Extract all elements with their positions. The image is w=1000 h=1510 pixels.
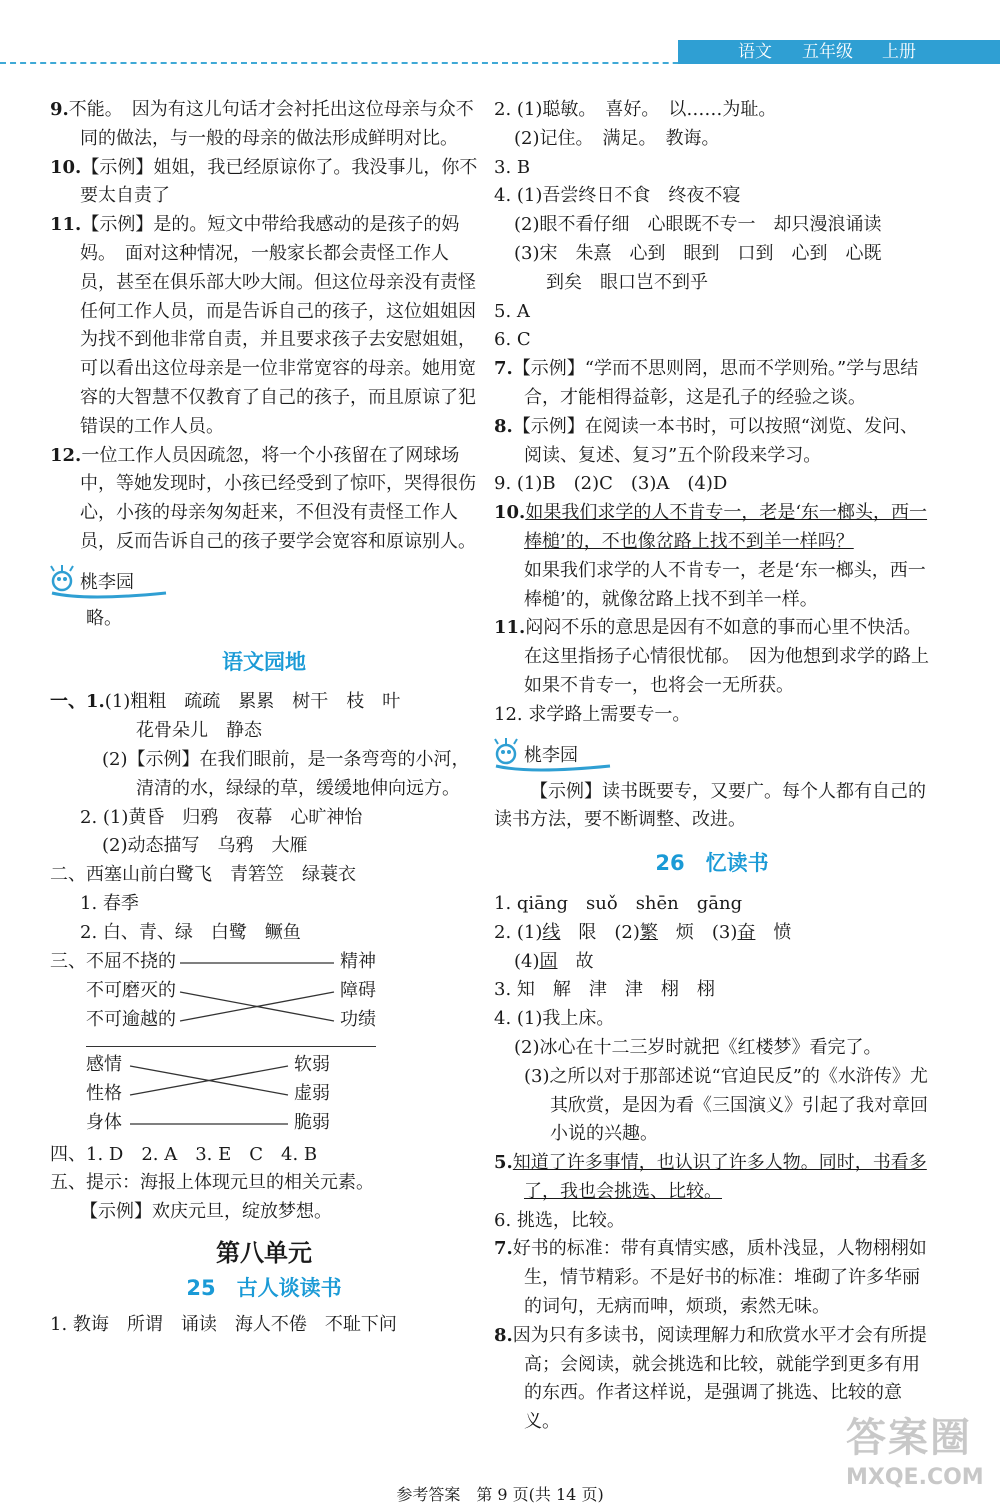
answer-r10-rest: 如果我们求学的人不肯专一，老是‘东一榔头，西一棒槌’的，就像岔路上找不到羊一样。 bbox=[524, 559, 926, 610]
answer-11: 11.【示例】是的。短文中带给我感动的是孩子的妈妈。 面对这种情况，一般家长都会责怪工作人员，甚至在俱乐部大吵大闹。但这位母亲没有责怪任何工作人员，而是告诉自己的孩子，这位姐姐因为找不到他非常自责，并且要求孩子去安慰姐姐，可以看出这位母亲是一位非常宽容的母亲。她用宽容的大智慧不仅教育了自己的孩子，而且原谅了犯错误的工作人员。 bbox=[50, 214, 476, 437]
header-subject: 语文 bbox=[738, 42, 772, 62]
header-tab bbox=[678, 40, 1000, 64]
section-title-yuwen-yuandi: 语文园地 bbox=[222, 649, 306, 674]
answer-26-4b: (2)冰心在十二三岁时就把《红楼梦》看完了。 bbox=[514, 1036, 882, 1058]
matching-exercise-a: 三、 不屈不挠的 不可磨灭的 不可逾越的 精神 障碍 功绩 bbox=[50, 948, 478, 1038]
page-footer: 参考答案 第 9 页(共 14 页) bbox=[396, 1485, 604, 1504]
right-column bbox=[494, 96, 930, 1437]
answer-r12: 12. 求学路上需要专一。 bbox=[494, 703, 691, 725]
matching-exercise-b: 感情 性格 身体 软弱 虚弱 脆弱 bbox=[50, 1051, 478, 1141]
answer-26-6: 6. 挑选，比较。 bbox=[494, 1209, 625, 1231]
answer-26-3: 3. 知 解 津 津 栩 栩 bbox=[494, 979, 715, 1001]
unit-title: 第八单元 bbox=[216, 1237, 312, 1267]
section-5-hint: 五、提示：海报上体现元旦的相关元素。 bbox=[50, 1172, 374, 1194]
answer-r5: 5. A bbox=[494, 300, 530, 322]
answer-r4b: (2)眼不看仔细 心眼既不专一 却只漫浪诵读 bbox=[514, 214, 882, 236]
answer-26-5: 5.知道了许多事情，也认识了许多人物。同时，书看多了，我也会挑选、比较。 bbox=[494, 1152, 927, 1202]
answer-r4d: 到矣 眼口岂不到乎 bbox=[546, 271, 708, 293]
answer-26-2b: (4)固 故 bbox=[514, 950, 594, 972]
matching-lines-b bbox=[50, 1051, 478, 1141]
taoliyuan-text-right: 【示例】读书既要专，又要广。每个人都有自己的读书方法，要不断调整、改进。 bbox=[494, 780, 926, 831]
taoliyuan-badge bbox=[46, 563, 478, 605]
answer-r7: 7.【示例】“学而不思则罔，思而不学则殆。”学与思结合，才能相得益彰，这是孔子的经验之谈。 bbox=[494, 358, 919, 408]
lesson-25-answer-1: 1. 教诲 所谓 诵读 海人不倦 不耻下问 bbox=[50, 1313, 397, 1335]
answer-26-4a: 4. (1)我上床。 bbox=[494, 1008, 615, 1030]
answer-r11: 11.闷闷不乐的意思是因有不如意的事而心里不快活。在这里指扬子心情很忧郁。 因为他想到求学的路上如果不肯专一，也将会一无所获。 bbox=[494, 617, 929, 696]
answer-r4c: (3)宋 朱熹 心到 眼到 口到 心到 心既 bbox=[514, 242, 882, 264]
matching-lines-a bbox=[50, 948, 478, 1038]
header-volume: 上册 bbox=[882, 42, 916, 62]
section-1: 一、1.(1)粗粗 疏疏 累累 树干 枝 叶 花骨朵儿 静态 (2)【示例】在我们眼前，是一条弯弯的小河， 清清的水，绿绿的草，缓缓地伸向远方。 2. (1)黄昏 归鸦 夜幕 心旷神怡 (2)动态描写 乌鸦 大雁 bbox=[50, 691, 470, 857]
section-2: 二、西塞山前白鹭飞 青箬笠 绿蓑衣 1. 春季 2. 白、青、绿 白鹭 鳜鱼 bbox=[50, 864, 356, 943]
separator-line bbox=[86, 1046, 376, 1047]
lesson-25-title: 25 古人谈读书 bbox=[186, 1275, 342, 1300]
answer-26-2a: 2. (1)线 限 (2)繁 烦 (3)奋 愤 bbox=[494, 921, 792, 943]
lesson-26-title: 26 忆读书 bbox=[655, 851, 769, 876]
answer-r9: 9. (1)B (2)C (3)A (4)D bbox=[494, 473, 728, 495]
answer-r10: 10.如果我们求学的人不肯专一，老是‘东一榔头，西一棒槌’的，不也像岔路上找不到羊一样吗？ bbox=[494, 502, 928, 552]
section-4: 四、1. D 2. A 3. E C 4. B bbox=[50, 1143, 318, 1165]
answer-26-4c: (3)之所以对于那部述说“官迫民反”的《水浒传》尤其欣赏，是因为看《三国演义》引起了我对章回小说的兴趣。 bbox=[524, 1065, 928, 1145]
answer-10: 10.【示例】姐姐，我已经原谅你了。我没事儿，你不要太自责了 bbox=[50, 156, 478, 207]
watermark-logo: 答案圈 MXQE.COM bbox=[846, 1415, 984, 1490]
taoliyuan-label: 桃李园 bbox=[524, 744, 578, 766]
answer-r2b: (2)记住。 满足。 教诲。 bbox=[514, 127, 720, 149]
answer-12: 12.一位工作人员因疏忽，将一个小孩留在了网球场中，等她发现时，小孩已经受到了惊吓，哭得很伤心，小孩的母亲匆匆赶来，不但没有责怪工作人员，反而告诉自己的孩子要学会宽容和原谅别人。 bbox=[50, 444, 476, 552]
header-grade: 五年级 bbox=[802, 42, 853, 62]
answer-26-8: 8.因为只有多读书，阅读理解力和欣赏水平才会有所提高；会阅读，就会挑选和比较，就能学到更多有用的东西。作者这样说，是强调了挑选、比较的意义。 bbox=[494, 1324, 927, 1433]
answer-9: 9.不能。 因为有这儿句话才会衬托出这位母亲与众不同的做法，与一般的母亲的做法形成鲜明对比。 bbox=[50, 99, 474, 149]
answer-r4a: 4. (1)吾尝终日不食 终夜不寝 bbox=[494, 185, 741, 207]
left-column bbox=[50, 96, 478, 1339]
answer-26-7: 7.好书的标准：带有真情实感，质朴浅显，人物栩栩如生，情节精彩。不是好书的标准：堆砌了许多华丽的词句，无病而呻，烦琐，索然无味。 bbox=[494, 1238, 927, 1318]
answer-r3: 3. B bbox=[494, 156, 531, 178]
taoliyuan-badge-right bbox=[490, 736, 930, 778]
answer-26-1: 1. qiāng suǒ shēn gāng bbox=[494, 892, 743, 914]
answer-r8: 8.【示例】在阅读一本书时，可以按照“浏览、发问、阅读、复述、复习”五个阶段来学习。 bbox=[494, 415, 918, 466]
taoliyuan-label: 桃李园 bbox=[80, 571, 134, 593]
taoliyuan-text: 略。 bbox=[86, 607, 122, 629]
answer-r2a: 2. (1)聪敏。 喜好。 以……为耻。 bbox=[494, 99, 777, 120]
section-5-example: 【示例】欢庆元旦，绽放梦想。 bbox=[80, 1201, 332, 1223]
answer-r6: 6. C bbox=[494, 329, 531, 351]
